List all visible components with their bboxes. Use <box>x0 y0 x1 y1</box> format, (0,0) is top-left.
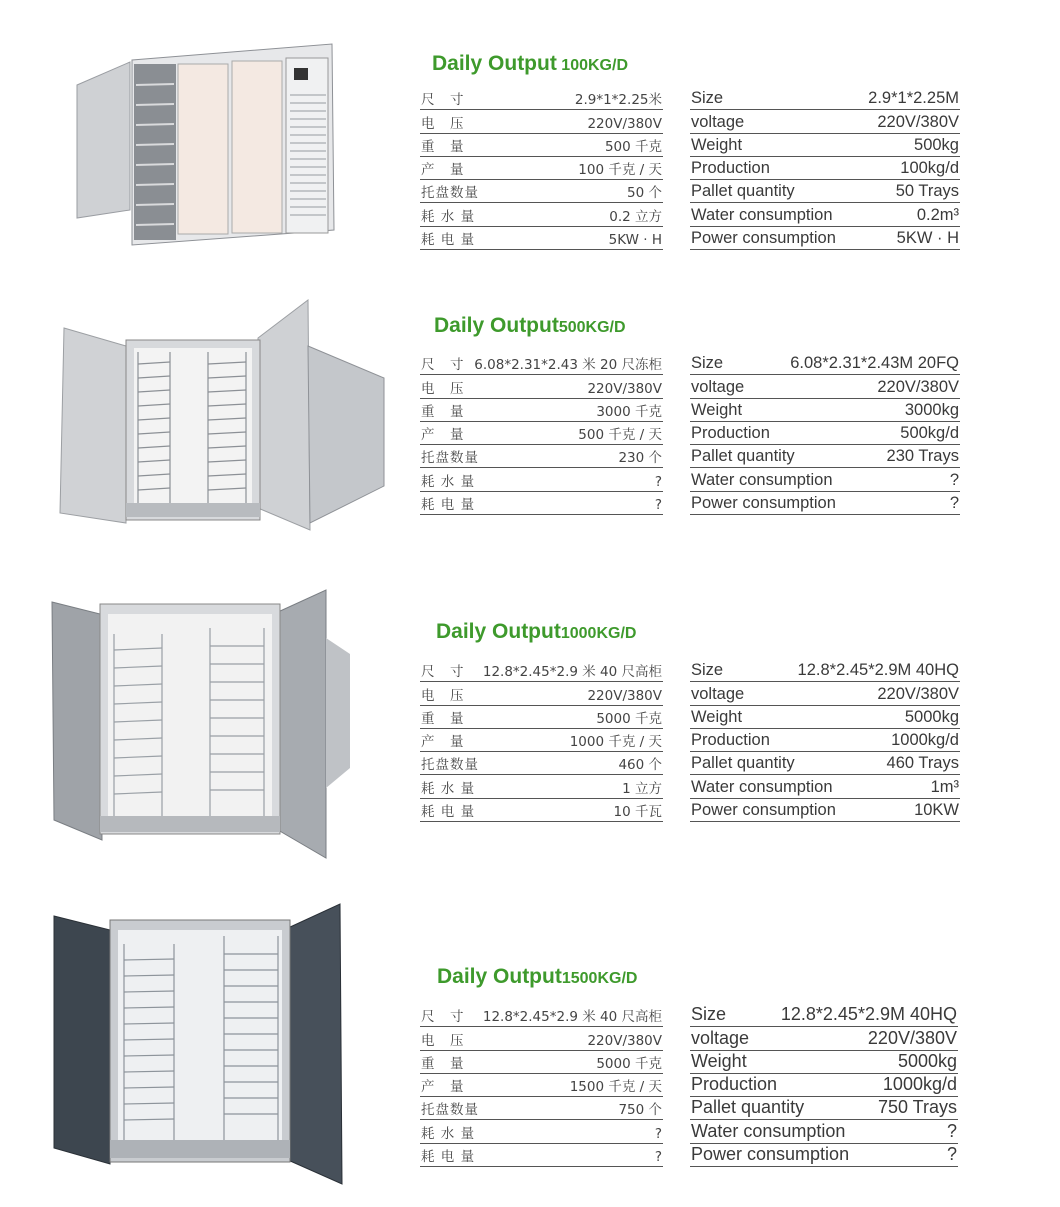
spec-value: 220V/380V <box>587 380 662 397</box>
title-main: Daily Output <box>436 620 561 643</box>
spec-value: 220V/380V <box>587 115 662 132</box>
spec-value: 220V/380V <box>877 112 959 131</box>
spec-row-weight <box>420 399 663 422</box>
spec-label: 尺 寸 <box>421 357 465 374</box>
spec-table-english <box>690 1004 958 1167</box>
spec-label: 电 压 <box>421 380 465 397</box>
spec-label: Size <box>691 89 724 108</box>
spec-value: ? <box>654 1149 662 1166</box>
spec-label: voltage <box>691 1027 750 1048</box>
spec-label: Pallet quantity <box>691 754 795 773</box>
spec-value: 10 千瓦 <box>613 804 662 821</box>
spec-label: 托盘数量 <box>421 757 479 774</box>
spec-value: 3000 千克 <box>596 403 662 420</box>
spec-row-production <box>420 157 663 180</box>
spec-label: 电 压 <box>421 687 465 704</box>
spec-value: 12.8*2.45*2.9 米 40 尺高柜 <box>482 1009 662 1026</box>
spec-label: 尺 寸 <box>421 1009 465 1026</box>
spec-label: 耗 水 量 <box>421 208 476 225</box>
spec-value: 10KW <box>914 801 959 820</box>
spec-row-power <box>420 227 663 250</box>
spec-table-chinese <box>420 659 663 822</box>
spec-row-voltage <box>420 682 663 705</box>
spec-value: 50 Trays <box>895 182 959 201</box>
spec-label: Power consumption <box>691 229 836 248</box>
spec-label: Weight <box>691 135 743 154</box>
spec-label: voltage <box>691 377 745 396</box>
spec-row-water <box>420 775 663 798</box>
spec-row-water <box>690 203 960 226</box>
spec-value: 1m³ <box>930 777 959 796</box>
spec-row-production <box>690 422 960 445</box>
spec-label: Water consumption <box>691 205 833 224</box>
spec-value: ? <box>654 1125 662 1142</box>
spec-row-production <box>690 1074 958 1097</box>
spec-value: 220V/380V <box>587 1032 662 1049</box>
spec-row-size <box>420 352 663 375</box>
spec-label: Pallet quantity <box>691 447 795 466</box>
spec-value: 220V/380V <box>587 687 662 704</box>
spec-row-trays <box>420 1097 663 1120</box>
spec-value: 12.8*2.45*2.9 米 40 尺高柜 <box>482 664 662 681</box>
spec-label: voltage <box>691 112 745 131</box>
spec-label: 托盘数量 <box>421 185 479 202</box>
spec-value: 460 Trays <box>886 754 959 773</box>
spec-row-production <box>690 157 960 180</box>
spec-row-power <box>690 492 960 515</box>
spec-label: 托盘数量 <box>421 450 479 467</box>
spec-row-production <box>420 729 663 752</box>
spec-row-size <box>690 659 960 682</box>
spec-row-power <box>420 492 663 515</box>
spec-row-trays <box>690 1097 958 1120</box>
spec-table-english <box>690 352 960 515</box>
spec-value: 100 千克 / 天 <box>578 162 662 179</box>
spec-label: 重 量 <box>421 138 465 155</box>
spec-row-production <box>420 422 663 445</box>
spec-label: 产 量 <box>421 734 465 751</box>
spec-label: 耗 电 量 <box>421 804 476 821</box>
spec-value: 220V/380V <box>877 377 959 396</box>
spec-row-production <box>690 729 960 752</box>
spec-row-size <box>690 87 960 110</box>
spec-value: 230 Trays <box>886 447 959 466</box>
spec-table-chinese <box>420 352 663 515</box>
title-capacity: 100KG/D <box>561 57 628 74</box>
container-40ft-image <box>50 588 355 860</box>
spec-row-weight <box>420 134 663 157</box>
spec-row-power <box>690 227 960 250</box>
title-main: Daily Output <box>437 965 562 988</box>
spec-value: 750 个 <box>618 1102 662 1119</box>
spec-value: 50 个 <box>627 185 662 202</box>
spec-value: 500kg <box>914 135 959 154</box>
spec-row-production <box>420 1074 663 1097</box>
spec-row-weight <box>690 706 960 729</box>
spec-label: Production <box>691 731 770 750</box>
product-title <box>437 965 637 989</box>
spec-label: 尺 寸 <box>421 92 465 109</box>
spec-label: 产 量 <box>421 427 465 444</box>
spec-value: 5KW · H <box>608 232 662 249</box>
title-capacity: 1000KG/D <box>560 625 637 642</box>
spec-label: Pallet quantity <box>691 182 795 201</box>
product-title <box>434 314 626 338</box>
spec-value: ? <box>949 470 959 489</box>
spec-label: Production <box>691 1074 778 1095</box>
spec-row-voltage <box>690 682 960 705</box>
spec-label: 产 量 <box>421 162 465 179</box>
spec-row-size <box>420 1004 663 1027</box>
spec-row-water <box>420 468 663 491</box>
sprouting-cabinet-image <box>72 40 347 255</box>
spec-label: Weight <box>691 707 743 726</box>
spec-row-size <box>690 1004 958 1027</box>
spec-row-voltage <box>420 110 663 133</box>
spec-value: 230 个 <box>618 450 662 467</box>
spec-row-weight <box>420 706 663 729</box>
spec-value: 500 千克 <box>604 138 662 155</box>
spec-row-size <box>420 87 663 110</box>
spec-row-trays <box>420 445 663 468</box>
spec-label: 耗 电 量 <box>421 232 476 249</box>
spec-value: 5000kg <box>904 707 959 726</box>
spec-row-trays <box>690 445 960 468</box>
spec-label: voltage <box>691 684 745 703</box>
spec-row-weight <box>420 1051 663 1074</box>
title-capacity: 1500KG/D <box>561 970 638 987</box>
spec-label: 耗 水 量 <box>421 473 476 490</box>
spec-label: 尺 寸 <box>421 664 465 681</box>
spec-row-water <box>690 468 960 491</box>
spec-value: 1000 千克 / 天 <box>569 734 662 751</box>
spec-label: Power consumption <box>691 801 836 820</box>
spec-row-size <box>690 352 960 375</box>
container-40ft-dark-image <box>52 902 347 1187</box>
spec-label: Production <box>691 424 770 443</box>
spec-label: 电 压 <box>421 1032 465 1049</box>
spec-row-weight <box>690 134 960 157</box>
spec-value: 0.2m³ <box>916 205 959 224</box>
spec-table-english <box>690 87 960 250</box>
spec-label: 耗 电 量 <box>421 497 476 514</box>
spec-value: ? <box>946 1144 957 1165</box>
spec-row-voltage <box>690 1027 958 1050</box>
spec-label: Water consumption <box>691 1120 846 1141</box>
spec-value: 3000kg <box>904 400 959 419</box>
spec-row-voltage <box>420 1027 663 1050</box>
spec-value: 5000 千克 <box>596 710 662 727</box>
spec-row-size <box>420 659 663 682</box>
spec-row-power <box>420 1144 663 1167</box>
spec-row-trays <box>420 752 663 775</box>
spec-label: 托盘数量 <box>421 1102 479 1119</box>
spec-label: Power consumption <box>691 494 836 513</box>
title-capacity: 500KG/D <box>558 319 626 336</box>
spec-row-trays <box>690 180 960 203</box>
spec-table-chinese <box>420 87 663 250</box>
spec-value: 12.8*2.45*2.9M 40HQ <box>780 1004 957 1025</box>
spec-label: 重 量 <box>421 710 465 727</box>
container-20ft-image <box>58 298 388 536</box>
spec-value: 6.08*2.31*2.43M 20FQ <box>790 354 959 373</box>
spec-label: Size <box>691 661 724 680</box>
spec-row-weight <box>690 1051 958 1074</box>
spec-label: Water consumption <box>691 777 833 796</box>
spec-label: 耗 电 量 <box>421 1149 476 1166</box>
spec-value: ? <box>946 1120 957 1141</box>
spec-label: Size <box>691 354 724 373</box>
spec-row-weight <box>690 399 960 422</box>
spec-value: ? <box>949 494 959 513</box>
spec-value: 1000kg/d <box>891 731 959 750</box>
product-title <box>432 52 628 76</box>
title-main: Daily Output <box>434 314 559 337</box>
spec-row-voltage <box>690 110 960 133</box>
spec-value: 500 千克 / 天 <box>578 427 662 444</box>
spec-value: 2.9*1*2.25M <box>868 89 959 108</box>
spec-label: 耗 水 量 <box>421 1125 476 1142</box>
spec-value: ? <box>654 473 662 490</box>
spec-value: 12.8*2.45*2.9M 40HQ <box>797 661 959 680</box>
spec-row-water <box>420 203 663 226</box>
spec-label: 电 压 <box>421 115 465 132</box>
spec-value: 1000kg/d <box>882 1074 957 1095</box>
spec-label: Size <box>691 1004 727 1025</box>
spec-row-trays <box>420 180 663 203</box>
spec-label: Power consumption <box>691 1144 850 1165</box>
spec-row-water <box>690 1120 958 1143</box>
spec-row-water <box>690 775 960 798</box>
spec-value: 1 立方 <box>622 780 662 797</box>
spec-label: 产 量 <box>421 1079 465 1096</box>
spec-row-voltage <box>690 375 960 398</box>
spec-value: 5000 千克 <box>596 1055 662 1072</box>
spec-value: 5KW · H <box>896 229 959 248</box>
spec-row-power <box>420 799 663 822</box>
spec-row-power <box>690 799 960 822</box>
spec-label: Production <box>691 159 770 178</box>
spec-value: 220V/380V <box>877 684 959 703</box>
spec-label: Water consumption <box>691 470 833 489</box>
spec-value: 6.08*2.31*2.43 米 20 尺冻柜 <box>474 357 662 374</box>
spec-label: Pallet quantity <box>691 1097 805 1118</box>
spec-row-trays <box>690 752 960 775</box>
spec-label: 重 量 <box>421 403 465 420</box>
spec-table-english <box>690 659 960 822</box>
spec-label: Weight <box>691 400 743 419</box>
spec-value: 0.2 立方 <box>609 208 662 225</box>
spec-value: 750 Trays <box>877 1097 957 1118</box>
spec-label: 耗 水 量 <box>421 780 476 797</box>
title-main: Daily Output <box>432 52 557 75</box>
spec-label: Weight <box>691 1050 747 1071</box>
spec-value: 460 个 <box>618 757 662 774</box>
spec-row-voltage <box>420 375 663 398</box>
spec-value: ? <box>654 497 662 514</box>
spec-row-power <box>690 1144 958 1167</box>
spec-value: 100kg/d <box>900 159 959 178</box>
spec-value: 220V/380V <box>867 1027 957 1048</box>
spec-row-water <box>420 1120 663 1143</box>
spec-value: 2.9*1*2.25米 <box>574 92 662 109</box>
product-title <box>436 620 636 644</box>
spec-label: 重 量 <box>421 1055 465 1072</box>
spec-value: 5000kg <box>897 1050 957 1071</box>
spec-value: 500kg/d <box>900 424 959 443</box>
spec-table-chinese <box>420 1004 663 1167</box>
spec-value: 1500 千克 / 天 <box>569 1079 662 1096</box>
